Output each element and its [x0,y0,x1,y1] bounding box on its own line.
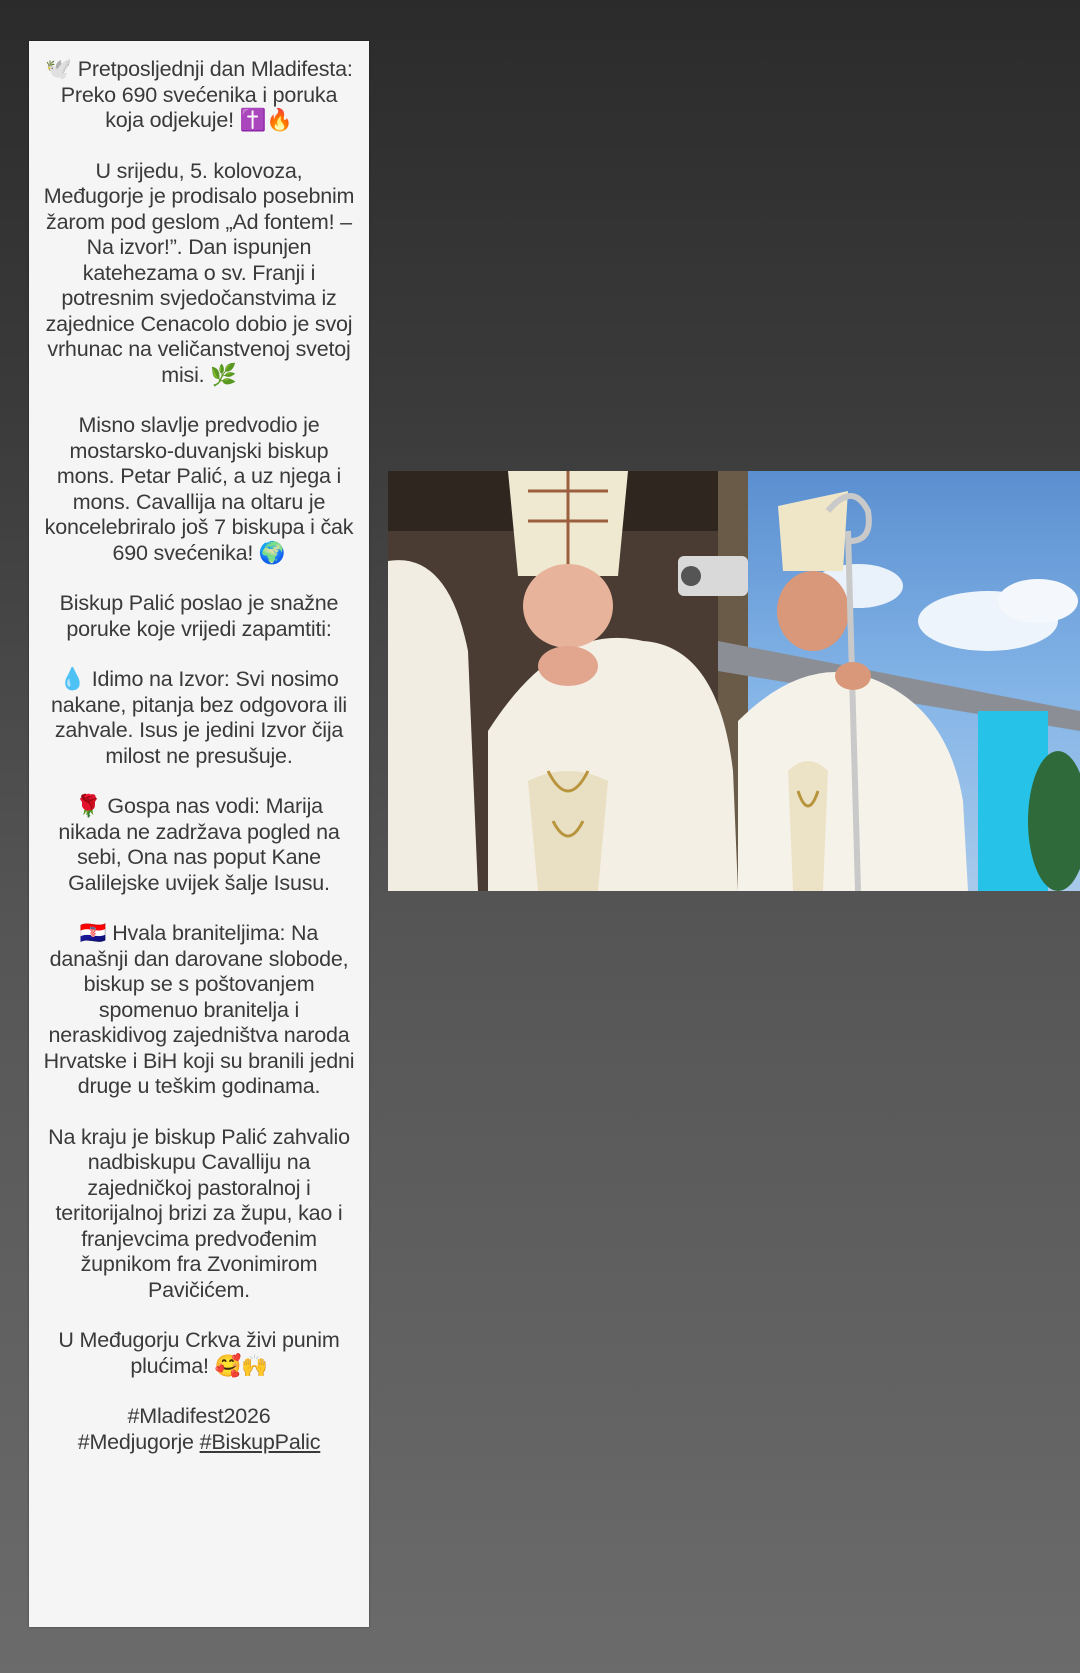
hashtag-biskuppalic[interactable]: #BiskupPalic [199,1429,321,1454]
story-text-card [29,41,369,1627]
story-paragraph: Na kraju je biskup Palić zahvalio nadbiskupu Cavalliju na zajedničkoj pastoralnoj i teritorijalnoj brizi za župu, kao i franjevcima predvođenim župnikom fra Zvonimirom Pavičićem. [48,1124,350,1302]
story-paragraph: 🌹 Gospa nas vodi: Marija nikada ne zadržava pogled na sebi, Ona nas poput Kane Galilejske uvijek šalje Isusu. [58,794,340,895]
story-title [43,57,355,134]
dove-icon: 🕊️ [45,57,72,81]
hand-on-crozier [835,662,871,690]
folded-hands [538,646,598,686]
story-title-text: Pretposljednji dan Mladifesta: Preko 690 svećenika i poruka koja odjekuje! ✝️🔥 [60,57,353,132]
story-paragraph: U Međugorju Crkva živi punim plućima! 🥰🙌 [58,1328,340,1378]
bishop-left-face [523,564,613,648]
bishops-illustration [388,471,1080,891]
hashtag-medjugorje[interactable]: #Medjugorje [77,1429,194,1454]
hashtags [43,1404,355,1455]
story-paragraph: 🇭🇷 Hvala braniteljima: Na današnji dan darovane slobode, biskup se s poštovanjem spomenuo branitelja i neraskidivog zajedništva naroda Hrvatske i BiH koji su branili jedni druge u teškim godinama. [43,921,355,1098]
story-paragraph: Biskup Palić poslao je snažne poruke koje vrijedi zapamtiti: [59,591,339,641]
mass-photo [388,471,1080,891]
story-paragraph: 💧 Idimo na Izvor: Svi nosimo nakane, pitanja bez odgovora ili zahvale. Isus je jedini Izvor čija milost ne presušuje. [50,667,347,768]
hashtag-mladifest[interactable]: #Mladifest2026 [127,1404,271,1428]
cloud [998,579,1078,623]
bishop-right-face [777,571,849,651]
story-paragraph: U srijedu, 5. kolovoza, Međugorje je prodisalo posebnim žarom pod geslom „Ad fontem! – Na izvor!”. Dan ispunjen katehezama o sv. Franji i potresnim svjedočanstvima iz zajednice Cenacolo dobio je svoj vrhunac na veličanstvenoj svetoj misi. 🌿 [43,158,355,387]
story-paragraph: Misno slavlje predvodio je mostarsko-duvanjski biskup mons. Petar Palić, a uz njega i mons. Cavallija na oltaru je koncelebriralo još 7 biskupa i čak 690 svećenika! 🌍 [44,413,354,565]
